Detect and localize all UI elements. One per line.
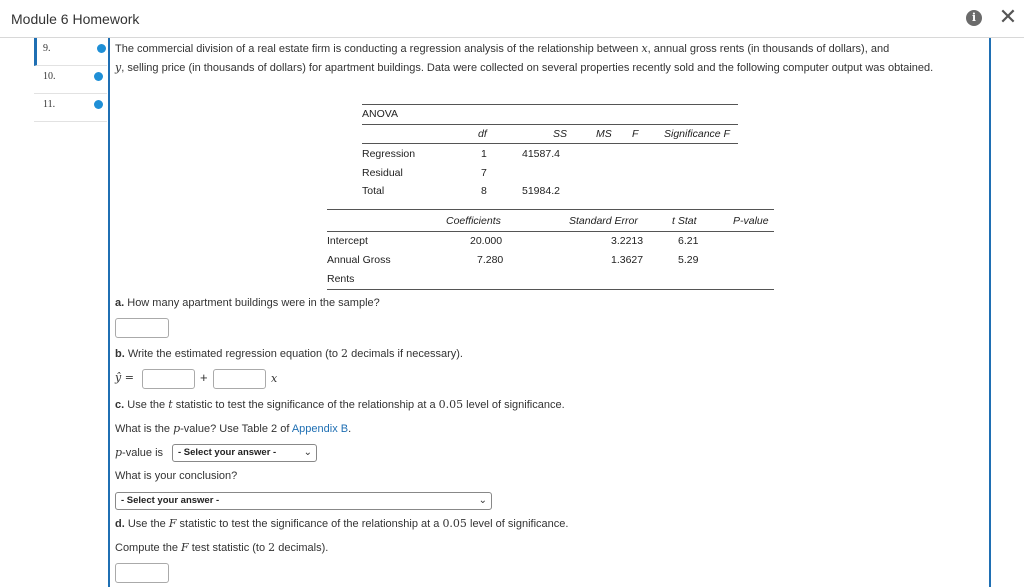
part-label: a.: [115, 297, 125, 309]
part-text: How many apartment buildings were in the sample?: [124, 297, 380, 309]
part-d-prompt: [115, 517, 568, 530]
slope-input[interactable]: [213, 369, 266, 389]
coef-header-t-stat: t Stat: [672, 215, 697, 227]
question-nav-item-11[interactable]: [34, 94, 107, 122]
part-label: c.: [115, 399, 125, 411]
coef-header-p-value: P-value: [733, 215, 769, 227]
content-border: [108, 38, 110, 587]
question-nav-item-9[interactable]: [34, 38, 107, 66]
coef-row-coefficient: 20.000: [470, 235, 503, 247]
table-rule: [362, 124, 738, 125]
intro-text: , annual gross rents (in thousands of dollars), and: [647, 43, 890, 55]
conclusion-question: What is your conclusion?: [115, 470, 238, 482]
anova-header-significance-f: Significance F: [664, 128, 730, 140]
question-intro: [115, 40, 983, 77]
anova-row-df: 8: [481, 185, 487, 197]
part-text: statistic to test the significance of the relationship at a: [172, 399, 439, 411]
table-rule: [327, 289, 774, 290]
decimals-value: 2: [341, 347, 349, 360]
part-text: decimals).: [275, 542, 329, 554]
coef-row-standard-error: 1.3627: [611, 254, 644, 266]
coef-row-t-stat: 5.29: [678, 254, 699, 266]
t-symbol: t: [168, 398, 173, 411]
appendix-b-link[interactable]: Appendix B: [291, 423, 349, 435]
part-b-prompt: [115, 347, 463, 360]
part-text: Compute the: [115, 542, 182, 554]
sample-size-input[interactable]: [115, 318, 169, 338]
part-text: -value is: [122, 447, 164, 459]
pvalue-label: [115, 446, 163, 459]
compute-f-question: [115, 541, 328, 554]
anova-row-label: Total: [362, 185, 385, 197]
part-label: b.: [115, 348, 125, 360]
part-text: -value? Use Table 2 of: [180, 423, 292, 435]
coef-header-coefficients: Coefficients: [446, 215, 501, 227]
anova-row-label: Regression: [362, 148, 416, 160]
question-nav: [34, 38, 107, 587]
coef-row-t-stat: 6.21: [678, 235, 699, 247]
content-border: [989, 38, 991, 587]
part-text: Write the estimated regression equation (to: [124, 348, 342, 360]
part-text: statistic to test the significance of the relationship at a: [176, 518, 443, 530]
question-nav-item-10[interactable]: [34, 66, 107, 94]
yhat-symbol: ŷ =: [115, 371, 134, 384]
decimals-value: 2: [268, 541, 276, 554]
part-text: level of significance.: [466, 518, 569, 530]
p-symbol: p: [173, 422, 181, 435]
pvalue-select[interactable]: [172, 444, 317, 462]
intro-text: , selling price (in thousands of dollars) for apartment buildings. Data were collected on several properties recently sold and the following computer output was obtained.: [121, 61, 934, 74]
anova-row-ss: 51984.2: [522, 185, 560, 197]
table-rule: [362, 104, 738, 105]
title-bar: [0, 0, 1024, 38]
anova-row-label: Residual: [362, 167, 403, 179]
part-text: decimals if necessary).: [348, 348, 463, 360]
plus-sign: +: [200, 370, 208, 385]
anova-header-ss: SS: [553, 128, 568, 140]
x-symbol: x: [271, 372, 278, 385]
coef-row-label-continued: Rents: [327, 273, 355, 285]
alpha-value: 0.05: [442, 517, 467, 530]
pvalue-question: [115, 422, 351, 435]
part-text: Use the: [124, 518, 169, 530]
status-dot-icon: [94, 72, 103, 81]
conclusion-select[interactable]: [115, 492, 492, 510]
table-rule: [362, 143, 738, 144]
part-text: What is the: [115, 423, 174, 435]
x-variable: [271, 372, 277, 385]
p-symbol: p: [115, 446, 123, 459]
intercept-input[interactable]: [142, 369, 195, 389]
select-value: - Select your answer -: [178, 447, 277, 458]
x-variable: x: [641, 42, 648, 55]
part-text: .: [348, 423, 352, 435]
anova-title: ANOVA: [362, 108, 398, 120]
alpha-value: 0.05: [438, 398, 464, 411]
part-text: level of significance.: [463, 399, 565, 411]
part-text: test statistic (to: [188, 542, 269, 554]
anova-row-ss: 41587.4: [522, 148, 560, 160]
close-icon[interactable]: ✕: [998, 4, 1018, 29]
anova-row-df: 7: [481, 167, 487, 179]
part-label: d.: [115, 518, 125, 530]
table-rule: [327, 209, 774, 210]
select-value: - Select your answer -: [121, 495, 220, 506]
coef-header-standard-error: Standard Error: [569, 215, 638, 227]
intro-text: The commercial division of a real estate firm is conducting a regression analysis of the relationship between: [115, 43, 642, 55]
anova-header-df: df: [478, 128, 487, 140]
info-icon[interactable]: i: [966, 10, 982, 26]
anova-header-ms: MS: [596, 128, 612, 140]
anova-row-df: 1: [481, 148, 487, 160]
chevron-down-icon: ⌄: [303, 447, 312, 458]
coef-row-label: Annual Gross: [327, 254, 391, 266]
regression-equation: [115, 371, 134, 384]
anova-header-f: F: [632, 128, 639, 140]
coef-row-standard-error: 3.2213: [611, 235, 644, 247]
status-dot-icon: [97, 44, 106, 53]
question-number: 9.: [43, 43, 51, 54]
f-symbol: F: [168, 517, 177, 530]
coef-row-coefficient: 7.280: [477, 254, 504, 266]
status-dot-icon: [94, 100, 103, 109]
coef-row-label: Intercept: [327, 235, 368, 247]
chevron-down-icon: ⌄: [478, 495, 487, 506]
question-number: 10.: [43, 71, 56, 82]
part-a-prompt: [115, 297, 380, 309]
part-c-prompt: [115, 398, 565, 411]
part-text: Use the: [124, 399, 169, 411]
table-rule: [327, 231, 774, 232]
f-statistic-input[interactable]: [115, 563, 169, 583]
f-symbol: F: [181, 541, 189, 554]
question-number: 11.: [43, 99, 56, 110]
page-title: Module 6 Homework: [11, 11, 140, 27]
y-variable: y: [115, 60, 122, 74]
